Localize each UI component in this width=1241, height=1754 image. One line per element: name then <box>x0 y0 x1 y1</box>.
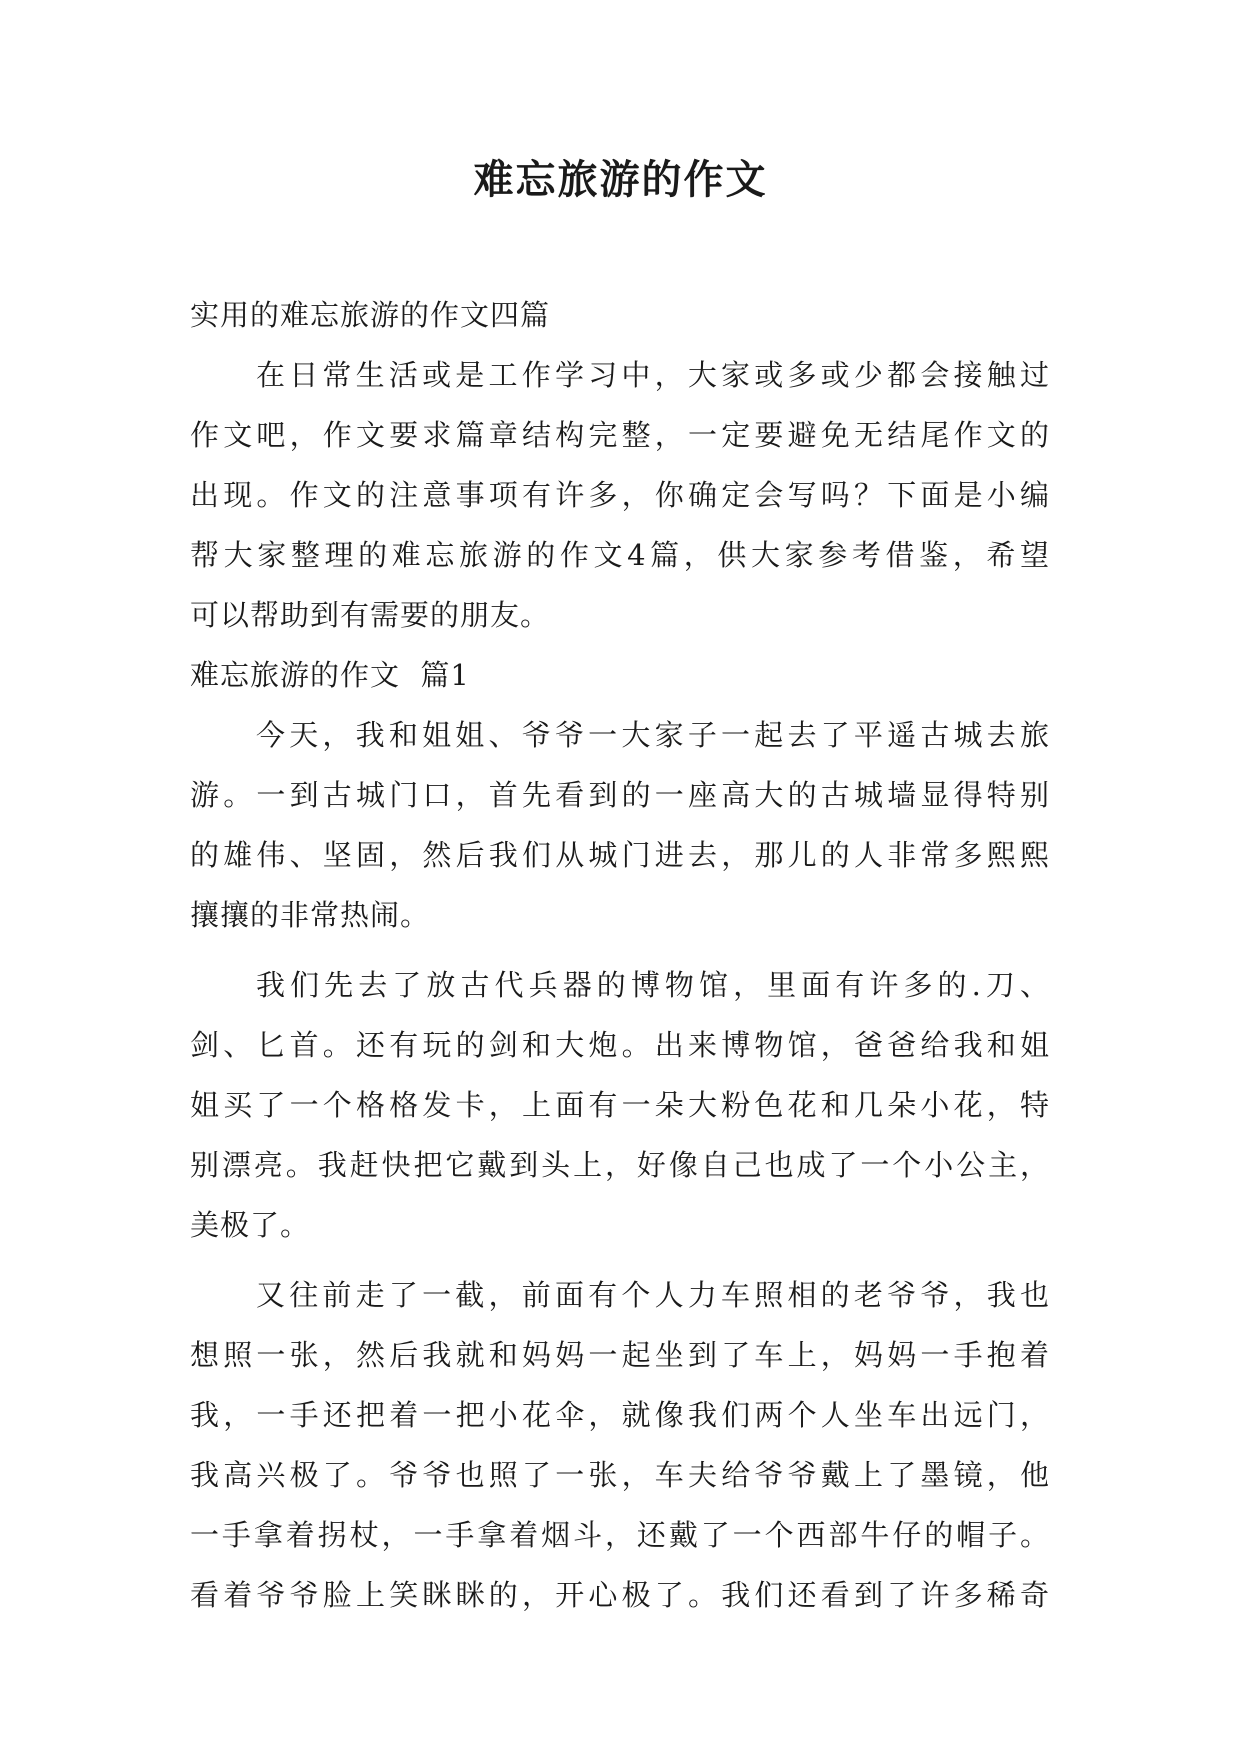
paragraph-2 <box>190 955 1050 1255</box>
section-heading: 难忘旅游的作文 篇1 <box>190 658 470 692</box>
document-title: 难忘旅游的作文 <box>473 156 768 203</box>
text-line: 剑、匕首。还有玩的剑和大炮。出来博物馆，爸爸给我和姐 <box>190 1028 1050 1062</box>
text-line: 游。一到古城门口，首先看到的一座高大的古城墙显得特别 <box>190 778 1050 812</box>
paragraph-gap <box>190 1255 1050 1265</box>
text-line: 姐买了一个格格发卡，上面有一朵大粉色花和几朵小花，特 <box>190 1088 1050 1122</box>
paragraph-3 <box>190 1265 1050 1625</box>
intro-paragraph <box>190 345 1050 645</box>
document-body <box>190 285 1050 1625</box>
text-line: 又往前走了一截，前面有个人力车照相的老爷爷，我也 <box>256 1278 1050 1312</box>
text-line: 的雄伟、坚固，然后我们从城门进去，那儿的人非常多熙熙 <box>190 838 1050 872</box>
text-line: 一手拿着拐杖，一手拿着烟斗，还戴了一个西部牛仔的帽子。 <box>190 1518 1050 1552</box>
text-line: 美极了。 <box>190 1208 311 1242</box>
text-line: 帮大家整理的难忘旅游的作文4篇，供大家参考借鉴，希望 <box>190 538 1050 572</box>
text-line: 我，一手还把着一把小花伞，就像我们两个人坐车出远门， <box>190 1398 1050 1432</box>
text-line: 看着爷爷脸上笑眯眯的，开心极了。我们还看到了许多稀奇 <box>190 1578 1050 1612</box>
text-line: 想照一张，然后我就和妈妈一起坐到了车上，妈妈一手抱着 <box>190 1338 1050 1372</box>
text-line: 作文吧，作文要求篇章结构完整，一定要避免无结尾作文的 <box>190 418 1050 452</box>
paragraph-gap <box>190 945 1050 955</box>
text-line: 可以帮助到有需要的朋友。 <box>190 598 551 632</box>
text-line: 我高兴极了。爷爷也照了一张，车夫给爷爷戴上了墨镜，他 <box>190 1458 1050 1492</box>
text-line: 我们先去了放古代兵器的博物馆，里面有许多的.刀、 <box>256 968 1050 1002</box>
text-line: 在日常生活或是工作学习中，大家或多或少都会接触过 <box>256 358 1050 392</box>
text-line: 出现。作文的注意事项有许多，你确定会写吗？下面是小编 <box>190 478 1050 512</box>
subtitle: 实用的难忘旅游的作文四篇 <box>190 298 551 332</box>
text-line: 今天，我和姐姐、爷爷一大家子一起去了平遥古城去旅 <box>256 718 1050 752</box>
paragraph-1 <box>190 705 1050 945</box>
text-line: 攘攘的非常热闹。 <box>190 898 431 932</box>
text-line: 别漂亮。我赶快把它戴到头上，好像自己也成了一个小公主， <box>190 1148 1050 1182</box>
